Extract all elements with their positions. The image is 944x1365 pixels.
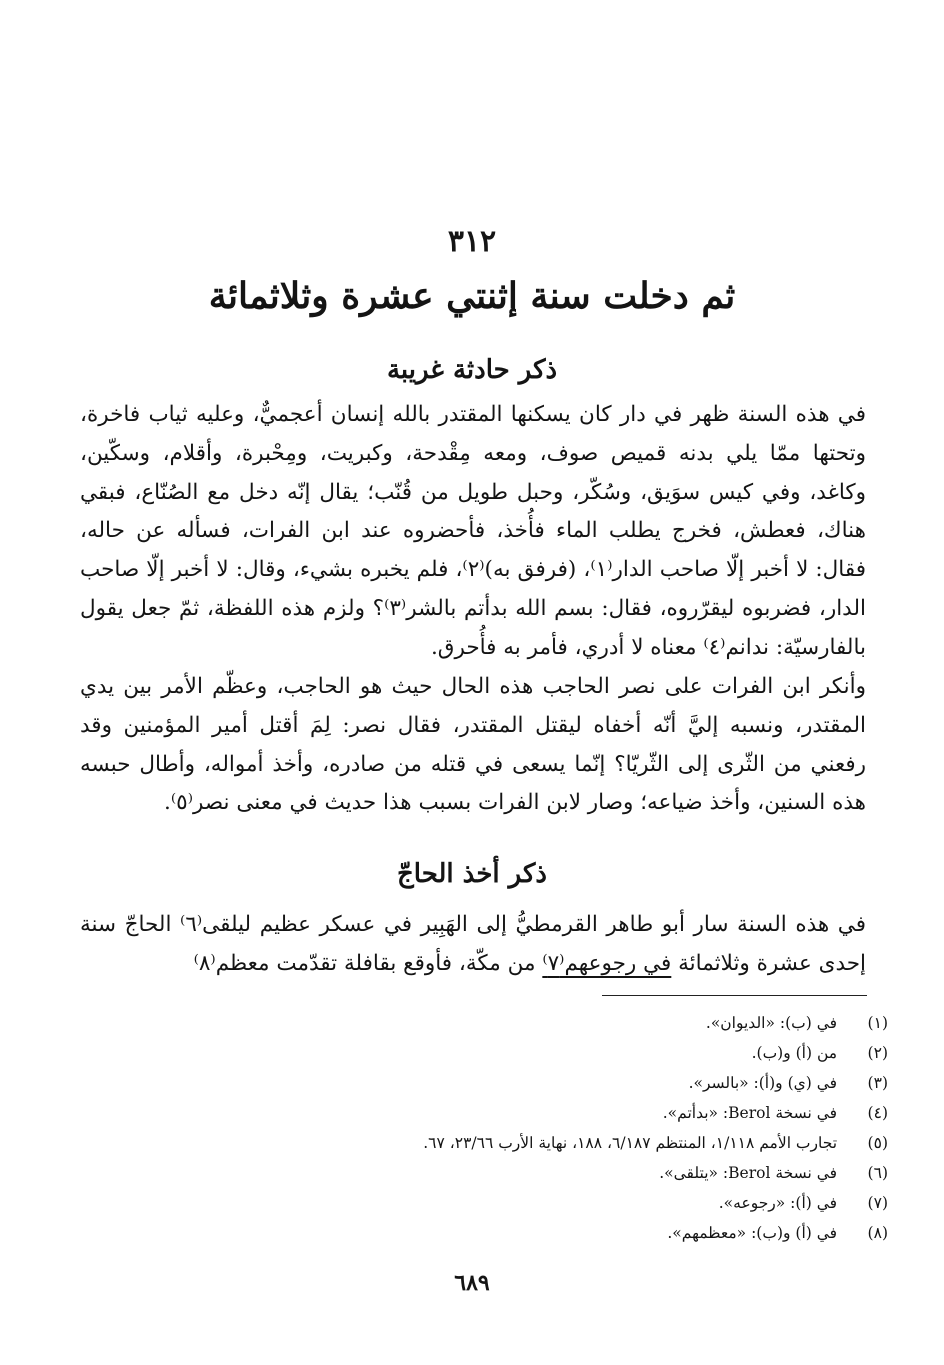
paragraph-text-tail: من مكّة، فأوقع بقافلة تقدّمت معظم⁽٨⁾	[193, 950, 543, 976]
footnote-text: في (أ): «رجوعه».	[718, 1194, 838, 1212]
chapter-title: ثم دخلت سنة إثنتي عشرة وثلاثمائة	[208, 275, 736, 317]
footnote-number: (٥)	[867, 1134, 888, 1152]
footnote-text: تجارب الأمم ١/١١٨، المنتظم ٦/١٨٧، ١٨٨، نهاية الأرب ٢٣/٦٦، ٦٧.	[423, 1134, 838, 1152]
paragraph-pilgrims-seized	[80, 906, 866, 984]
footnote-number: (٧)	[867, 1194, 888, 1212]
footnote-number: (٤)	[867, 1104, 888, 1122]
page-number: ٦٨٩	[454, 1270, 490, 1296]
section-heading-pilgrims-seized: ذكر أخذ الحاجّ	[397, 859, 547, 889]
footnote-text: من (أ) و(ب).	[751, 1044, 838, 1062]
footnote-number: (٢)	[867, 1044, 888, 1062]
footnote-item	[80, 1128, 888, 1158]
footnote-text: في (ب): «الديوان».	[705, 1014, 838, 1032]
footnote-item	[80, 1068, 888, 1098]
paragraph-ibn-furat-objection: وأنكر ابن الفرات على نصر الحاجب هذه الحال حيث هو الحاجب، وعظّم الأمر بين يدي المقتدر، ونسبه إليَّ أنّه أخفاه ليقتل المقتدر، فقال نصر: لِمَ أقتل أمير المؤمنين وقد رفعني من الثّرى إلى الثّريّا؟ إنّما يسعى في قتله من صادره، وأخذ أمواله، وأطال حبسه هذه السنين، وأخذ ضياعه؛ وصار لابن الفرات بسبب هذا حديث في معنى نصر⁽٥⁾.	[80, 674, 866, 816]
footnote-text: في نسخة Berol: «يتلقى».	[659, 1164, 838, 1182]
paragraph-text-main: في هذه السنة سار أبو طاهر القرمطيُّ إلى الهَبِير في عسكر عظيم ليلقى⁽٦⁾ الحاجّ سنة إحدى عشرة وثلاثمائة	[80, 912, 867, 976]
underlined-phrase: في رجوعهم⁽٧⁾	[542, 950, 672, 976]
year-number: ٣١٢	[447, 224, 497, 259]
footnote-number: (٣)	[867, 1074, 888, 1092]
footnote-item	[80, 1158, 888, 1188]
section-heading-strange-incident: ذكر حادثة غريبة	[386, 355, 558, 385]
footnotes-list	[80, 1008, 888, 1248]
footnote-item	[80, 1038, 888, 1068]
footnote-item	[80, 1098, 888, 1128]
footnote-text: في نسخة Berol: «بدأتم».	[662, 1104, 838, 1122]
footnote-number: (١)	[867, 1014, 888, 1032]
footnote-item	[80, 1218, 888, 1248]
footnote-text: في (أ) و(ب): «معظمهم».	[667, 1224, 838, 1242]
footnote-number: (٦)	[867, 1164, 888, 1182]
footnote-number: (٨)	[867, 1224, 888, 1242]
footnote-text: في (ي) و(أ): «بالسر».	[688, 1074, 838, 1092]
paragraph-strange-incident: في هذه السنة ظهر في دار كان يسكنها المقتدر بالله إنسان أعجميٌّ، وعليه ثياب فاخرة، وتحتها ممّا يلي بدنه قميص صوف، ومعه مِقْدحة، وكبريت، ومِحْبرة، وأقلام، وسكّين، وكاغد، وفي كيس سوَيق، وسُكّر، وحبل طويل من قُنّب؛ يقال إنّه دخل مع الصُنّاع، فبقي هناك، فعطش، فخرج يطلب الماء فأُخذ، فأحضروه عند ابن الفرات، فسأله عن حاله، فقال: لا أخبر إلّا صاحب الدار⁽١⁾، (فرفق به)⁽٢⁾، فلم يخبره بشيء، وقال: لا أخبر إلّا صاحب الدار، فضربوه ليقرّروه، فقال: بسم الله بدأتم بالشر⁽٣⁾؟ ولزم هذه اللفظة، ثمّ جعل يقول بالفارسيّة: ندانم⁽٤⁾ معناه لا أدري، فأمر به فأُحرق.	[80, 402, 867, 660]
footnote-divider	[602, 995, 867, 996]
footnote-item	[80, 1008, 888, 1038]
footnote-item	[80, 1188, 888, 1218]
